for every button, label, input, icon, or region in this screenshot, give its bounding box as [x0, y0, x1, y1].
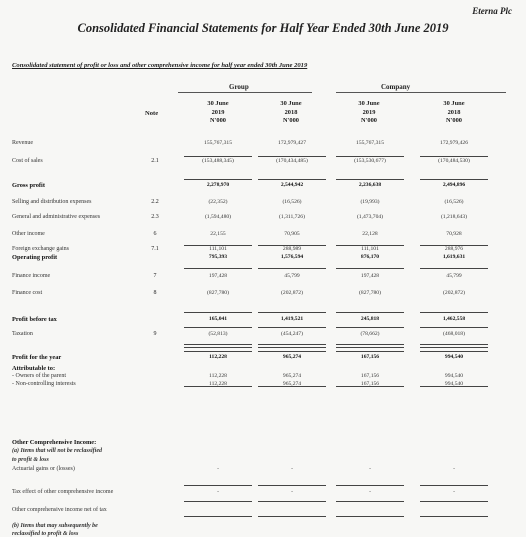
row-value: (1,473,704): [356, 214, 384, 220]
row-value: 2,494,896: [442, 182, 466, 188]
oci-sub-a-line2: to profit & loss: [12, 457, 49, 463]
rule-line: [420, 516, 488, 517]
row-value: 112,228: [209, 354, 227, 360]
row-value: 1,462,558: [442, 316, 466, 322]
row-value: (22,352): [208, 199, 228, 205]
oci-sub-b-line2: reclassified to profit & loss: [12, 531, 79, 537]
row-value: 22,128: [362, 231, 378, 237]
row-value: (827,780): [207, 290, 229, 296]
rule-line: [184, 245, 252, 246]
rule-line: [420, 312, 488, 313]
row-value: (78,662): [360, 331, 380, 337]
row-label: Selling and distribution expenses: [12, 199, 92, 205]
note-column-header: Note: [145, 110, 159, 117]
row-value: 994,540: [444, 373, 464, 379]
rule-line: [336, 485, 404, 486]
row-value: (170,434,485): [276, 158, 308, 164]
row-value: (153,488,345): [202, 158, 234, 164]
row-value: 111,101: [361, 246, 379, 252]
dash-value: -: [369, 466, 371, 472]
actuarial-gains-label: Actuarial gains or (losses): [12, 466, 75, 472]
rule-line: [420, 351, 488, 352]
rule-line: [258, 351, 326, 352]
company-underline: [336, 92, 506, 93]
rule-line: [336, 156, 404, 157]
row-value: 1,419,521: [280, 316, 304, 322]
rule-line: [420, 501, 488, 502]
rule-line: [420, 245, 488, 246]
row-value: (52,813): [208, 331, 228, 337]
row-value: (202,872): [443, 290, 465, 296]
row-value: 70,905: [284, 231, 300, 237]
row-value: (170,484,530): [438, 158, 470, 164]
rule-line: [258, 245, 326, 246]
row-value: 876,170: [360, 254, 380, 260]
row-value: 197,428: [208, 273, 228, 279]
rule-line: [336, 268, 404, 269]
oci-sub-a-line1: (a) Items that will not be reclassified: [12, 448, 102, 454]
double-rule-line: [184, 344, 252, 348]
rule-line: [336, 245, 404, 246]
row-value: 155,767,315: [204, 140, 232, 146]
row-value: 112,228: [209, 373, 227, 379]
row-value: 112,228: [209, 381, 227, 387]
rule-line: [184, 268, 252, 269]
group-header: Group: [229, 83, 249, 91]
dash-value: -: [217, 489, 219, 495]
company-header: Company: [381, 83, 411, 91]
row-value: 167,156: [360, 381, 380, 387]
row-value: 288,976: [444, 246, 464, 252]
rule-line: [258, 268, 326, 269]
rule-line: [184, 351, 252, 352]
row-note: 2.2: [151, 199, 159, 205]
oci-net-of-tax-label: Other comprehensive income net of tax: [12, 507, 107, 513]
dash-value: -: [369, 489, 371, 495]
row-value: (16,526): [444, 199, 464, 205]
rule-line: [184, 516, 252, 517]
row-note: 8: [153, 290, 157, 296]
page-title: Consolidated Financial Statements for Half Year Ended 30th June 2019: [77, 21, 449, 35]
rule-line: [336, 327, 404, 328]
column-header-company-2018: 30 June 2018 N'000: [443, 100, 465, 124]
rule-line: [420, 179, 488, 180]
row-value: 111,101: [209, 246, 227, 252]
rule-line: [258, 386, 326, 387]
row-note: 7: [153, 273, 157, 279]
rule-line: [184, 327, 252, 328]
row-label: Gross profit: [12, 182, 45, 189]
dash-value: -: [217, 466, 219, 472]
rule-line: [336, 501, 404, 502]
rule-line: [420, 268, 488, 269]
rule-line: [184, 312, 252, 313]
rule-line: [336, 312, 404, 313]
column-header-group-2019: 30 June 2019 N'000: [207, 100, 229, 124]
row-value: 2,544,942: [280, 182, 304, 188]
rule-line: [336, 516, 404, 517]
row-value: 45,799: [446, 273, 462, 279]
rule-line: [258, 179, 326, 180]
dash-value: -: [453, 489, 455, 495]
row-label: Finance cost: [12, 290, 43, 296]
dash-value: -: [291, 466, 293, 472]
row-note: 9: [153, 331, 157, 337]
row-note: 2.3: [151, 214, 159, 220]
row-label: Cost of sales: [12, 158, 43, 164]
row-value: 994,540: [444, 354, 464, 360]
row-value: (1,218,643): [440, 214, 468, 220]
row-value: (1,594,480): [204, 214, 232, 220]
rule-line: [420, 327, 488, 328]
row-value: 965,274: [282, 381, 302, 387]
row-value: 70,928: [446, 231, 462, 237]
rule-line: [336, 351, 404, 352]
row-value: 1,619,631: [442, 254, 466, 260]
double-rule-line: [420, 344, 488, 348]
row-label: Operating profit: [12, 254, 58, 261]
tax-effect-label: Tax effect of other comprehensive income: [12, 489, 114, 495]
row-value: 155,767,315: [356, 140, 384, 146]
row-value: 2,278,970: [206, 182, 230, 188]
row-value: 965,274: [282, 354, 302, 360]
row-label: Revenue: [12, 140, 33, 146]
company-name: Eterna Plc: [472, 6, 512, 16]
dash-value: -: [291, 489, 293, 495]
rule-line: [184, 156, 252, 157]
double-rule-line: [336, 344, 404, 348]
row-label: Profit before tax: [12, 316, 57, 323]
row-label: General and administrative expenses: [12, 214, 101, 220]
row-label: Other income: [12, 231, 45, 237]
row-value: 197,428: [360, 273, 380, 279]
dash-value: -: [453, 466, 455, 472]
row-value: (1,311,726): [279, 214, 305, 220]
double-rule-line: [258, 344, 326, 348]
row-value: 172,979,426: [440, 140, 468, 146]
rule-line: [258, 312, 326, 313]
rule-line: [258, 516, 326, 517]
row-value: 2,236,638: [358, 182, 382, 188]
row-value: 1,576,594: [280, 254, 304, 260]
oci-heading: Other Comprehensive Income:: [12, 439, 97, 446]
row-value: 245,818: [360, 316, 380, 322]
row-value: 167,156: [360, 354, 380, 360]
rule-line: [258, 485, 326, 486]
row-value: (468,018): [443, 331, 465, 337]
row-value: 165,041: [208, 316, 228, 322]
row-value: (16,526): [282, 199, 302, 205]
row-value: 167,156: [360, 373, 380, 379]
row-value: 288,989: [282, 246, 302, 252]
row-note: 7.1: [151, 246, 159, 252]
rule-line: [184, 485, 252, 486]
rule-line: [258, 501, 326, 502]
group-underline: [178, 92, 312, 93]
row-value: (827,780): [359, 290, 381, 296]
rule-line: [336, 386, 404, 387]
row-value: 172,979,427: [278, 140, 306, 146]
row-value: 22,155: [210, 231, 226, 237]
row-label: Finance income: [12, 273, 51, 279]
statement-subtitle: Consolidated statement of profit or loss and other comprehensive income for half year ended 30th June 2019: [12, 62, 308, 69]
row-label: - Non-controlling interests: [12, 381, 76, 387]
row-label: - Owners of the parent: [12, 373, 66, 379]
row-value: 45,799: [284, 273, 300, 279]
row-label: Attributable to:: [12, 365, 56, 372]
row-note: 6: [153, 231, 157, 237]
rule-line: [184, 386, 252, 387]
rule-line: [420, 156, 488, 157]
row-value: 994,540: [444, 381, 464, 387]
row-value: (19,993): [360, 199, 380, 205]
rule-line: [258, 327, 326, 328]
column-header-group-2018: 30 June 2018 N'000: [280, 100, 302, 124]
row-value: (202,872): [281, 290, 303, 296]
rule-line: [336, 179, 404, 180]
rule-line: [420, 386, 488, 387]
row-value: 965,274: [282, 373, 302, 379]
rule-line: [184, 501, 252, 502]
row-value: 795,393: [208, 254, 228, 260]
row-value: (153,530,677): [354, 158, 386, 164]
column-header-company-2019: 30 June 2019 N'000: [358, 100, 380, 124]
rule-line: [420, 485, 488, 486]
row-value: (454,247): [281, 331, 303, 337]
row-label: Taxation: [12, 331, 33, 337]
row-label: Profit for the year: [12, 354, 62, 361]
row-note: 2.1: [151, 158, 159, 164]
rule-line: [258, 156, 326, 157]
oci-sub-b-line1: (b) Items that may subsequently be: [12, 523, 98, 529]
rule-line: [184, 179, 252, 180]
row-label: Foreign exchange gains: [12, 246, 69, 252]
